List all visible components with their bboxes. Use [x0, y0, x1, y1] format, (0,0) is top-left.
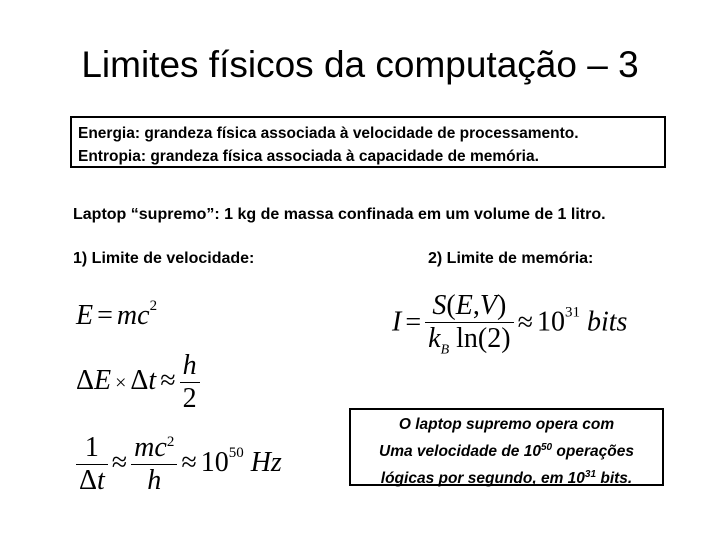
result-box — [349, 408, 664, 486]
result-line-3: lógicas por segundo, em $10^{31}$ bits. — [380, 469, 633, 487]
definitions-box — [70, 116, 666, 168]
result-line-2: Uma velocidade de $10^{50}$ operações — [379, 442, 634, 460]
speed-limit-label: 1) Limite de velocidade: — [73, 250, 255, 267]
result-line-1: O laptop supremo opera com — [398, 416, 615, 433]
laptop-description: Laptop “supremo”: 1 kg de massa confinada em um volume de 1 litro. — [73, 206, 606, 223]
energy-definition: Energia: grandeza física associada à velocidade de processamento. — [78, 125, 579, 142]
memory-limit-label: 2) Limite de memória: — [428, 250, 594, 267]
equation-speed-limit: $\frac{1}{\Delta t}$ ≈ $\frac{mc^2}{h}$ ≈ $10^{50}$ Hz — [76, 432, 282, 497]
equation-uncertainty: ΔE × Δt ≈ $\frac{h}{2}$ — [76, 350, 200, 415]
equation-memory-limit: I = $\frac{S(E,V)}{k_B \ln(2)}$ ≈ $10^{31}$ bits — [392, 290, 628, 358]
entropy-definition: Entropia: grandeza física associada à capacidade de memória. — [78, 148, 539, 165]
page-title: Limites físicos da computação – 3 — [81, 44, 639, 85]
equation-mass-energy: $E = mc^2$ — [76, 298, 158, 331]
